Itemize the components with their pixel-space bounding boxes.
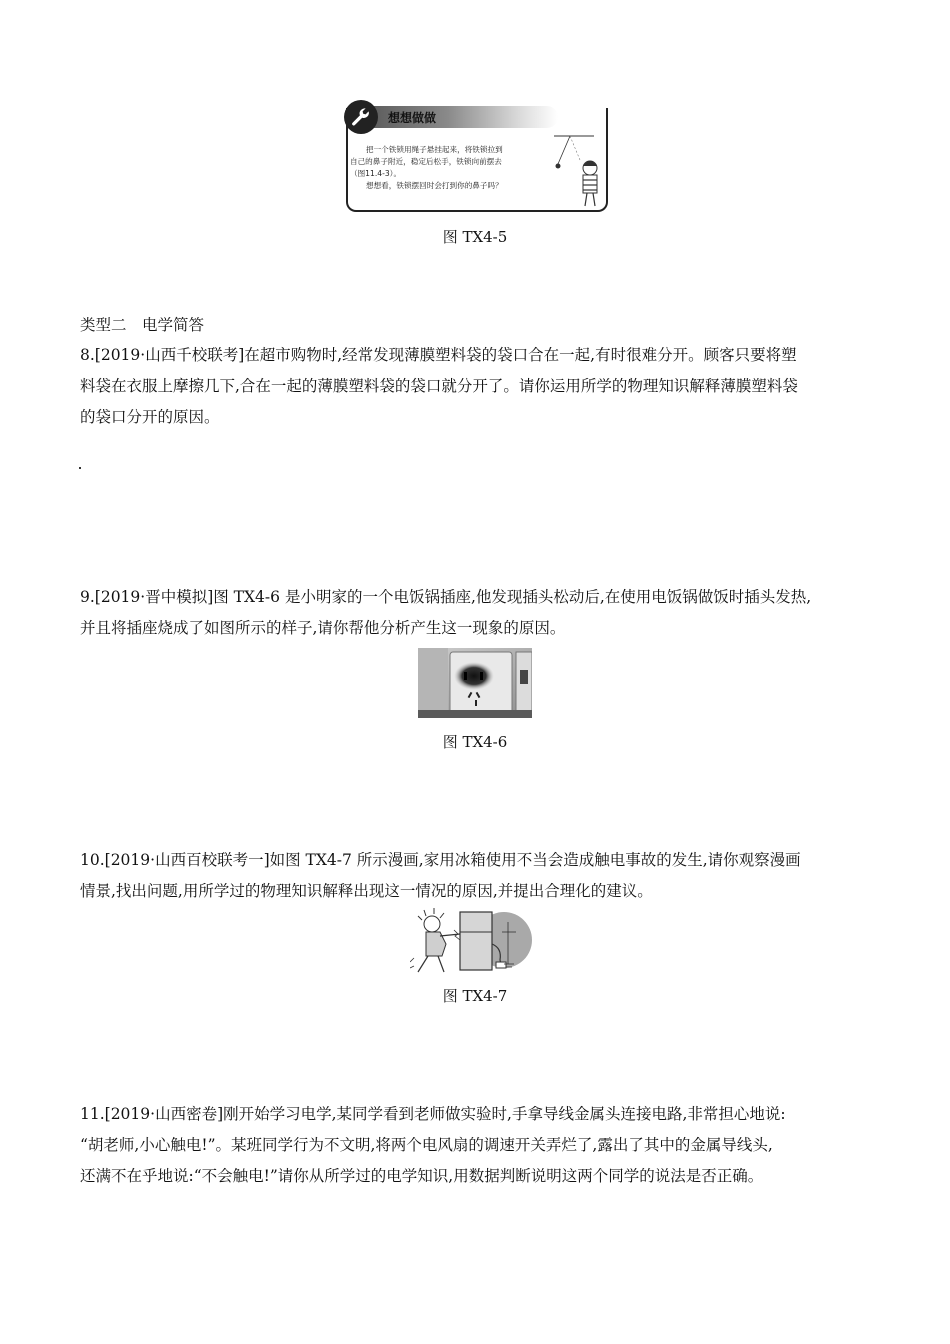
question-10 <box>80 845 880 907</box>
question-line: 还满不在乎地说:“不会触电!”请你从所学过的电学知识,用数据判断说明这两个同学的说法是否正确。 <box>80 1167 764 1185</box>
burnt-socket-photo <box>418 648 532 718</box>
figure-caption: 图 TX4-7 <box>442 987 508 1005</box>
question-8 <box>80 340 880 433</box>
question-line: 8.[2019·山西千校联考]在超市购物时,经常发现薄膜塑料袋的袋口合在一起,有时很难分开。顾客只要将塑 <box>80 346 797 364</box>
figure-caption: 图 TX4-6 <box>442 733 508 751</box>
question-9 <box>80 582 880 644</box>
question-line: 10.[2019·山西百校联考一]如图 TX4-7 所示漫画,家用冰箱使用不当会造成触电事故的发生,请你观察漫画 <box>80 851 801 869</box>
question-11 <box>80 1099 880 1192</box>
question-line: 的袋口分开的原因。 <box>80 408 220 426</box>
section-title: 类型二 电学简答 <box>80 316 205 334</box>
question-line: 情景,找出问题,用所学过的物理知识解释出现这一情况的原因,并提出合理化的建议。 <box>80 882 653 900</box>
pendulum-boy-illustration <box>550 130 606 208</box>
figure-title: 想想做做 <box>388 111 437 125</box>
figure-text-line: 想想看，铁锁摆回时会打到你的鼻子吗？ <box>366 181 503 190</box>
figure-tx4-5 <box>344 100 610 214</box>
question-line: 11.[2019·山西密卷]刚开始学习电学,某同学看到老师做实验时,手拿导线金属头连接电路,非常担心地说: <box>80 1105 786 1123</box>
figure-text-line: 自己的鼻子附近，稳定后松手，铁锁向前摆去 <box>350 157 502 166</box>
stray-dot <box>79 467 81 469</box>
figure-text-line: 把一个铁锁用绳子悬挂起来，将铁锁拉到 <box>366 145 503 154</box>
figure-text <box>350 144 550 192</box>
question-line: “胡老师,小心触电!”。某班同学行为不文明,将两个电风扇的调速开关弄烂了,露出了其中的金属导线头, <box>80 1136 773 1154</box>
question-line: 料袋在衣服上摩擦几下,合在一起的薄膜塑料袋的袋口就分开了。请你运用所学的物理知识解释薄膜塑料袋 <box>80 377 798 395</box>
question-line: 9.[2019·晋中模拟]图 TX4-6 是小明家的一个电饭锅插座,他发现插头松动后,在使用电饭锅做饭时插头发热, <box>80 588 812 606</box>
figure-caption: 图 TX4-5 <box>442 228 508 246</box>
wrench-icon <box>344 100 378 134</box>
fridge-shock-cartoon <box>410 908 534 978</box>
figure-text-line: （图11.4-3）。 <box>350 169 402 178</box>
question-line: 并且将插座烧成了如图所示的样子,请你帮他分析产生这一现象的原因。 <box>80 619 566 637</box>
